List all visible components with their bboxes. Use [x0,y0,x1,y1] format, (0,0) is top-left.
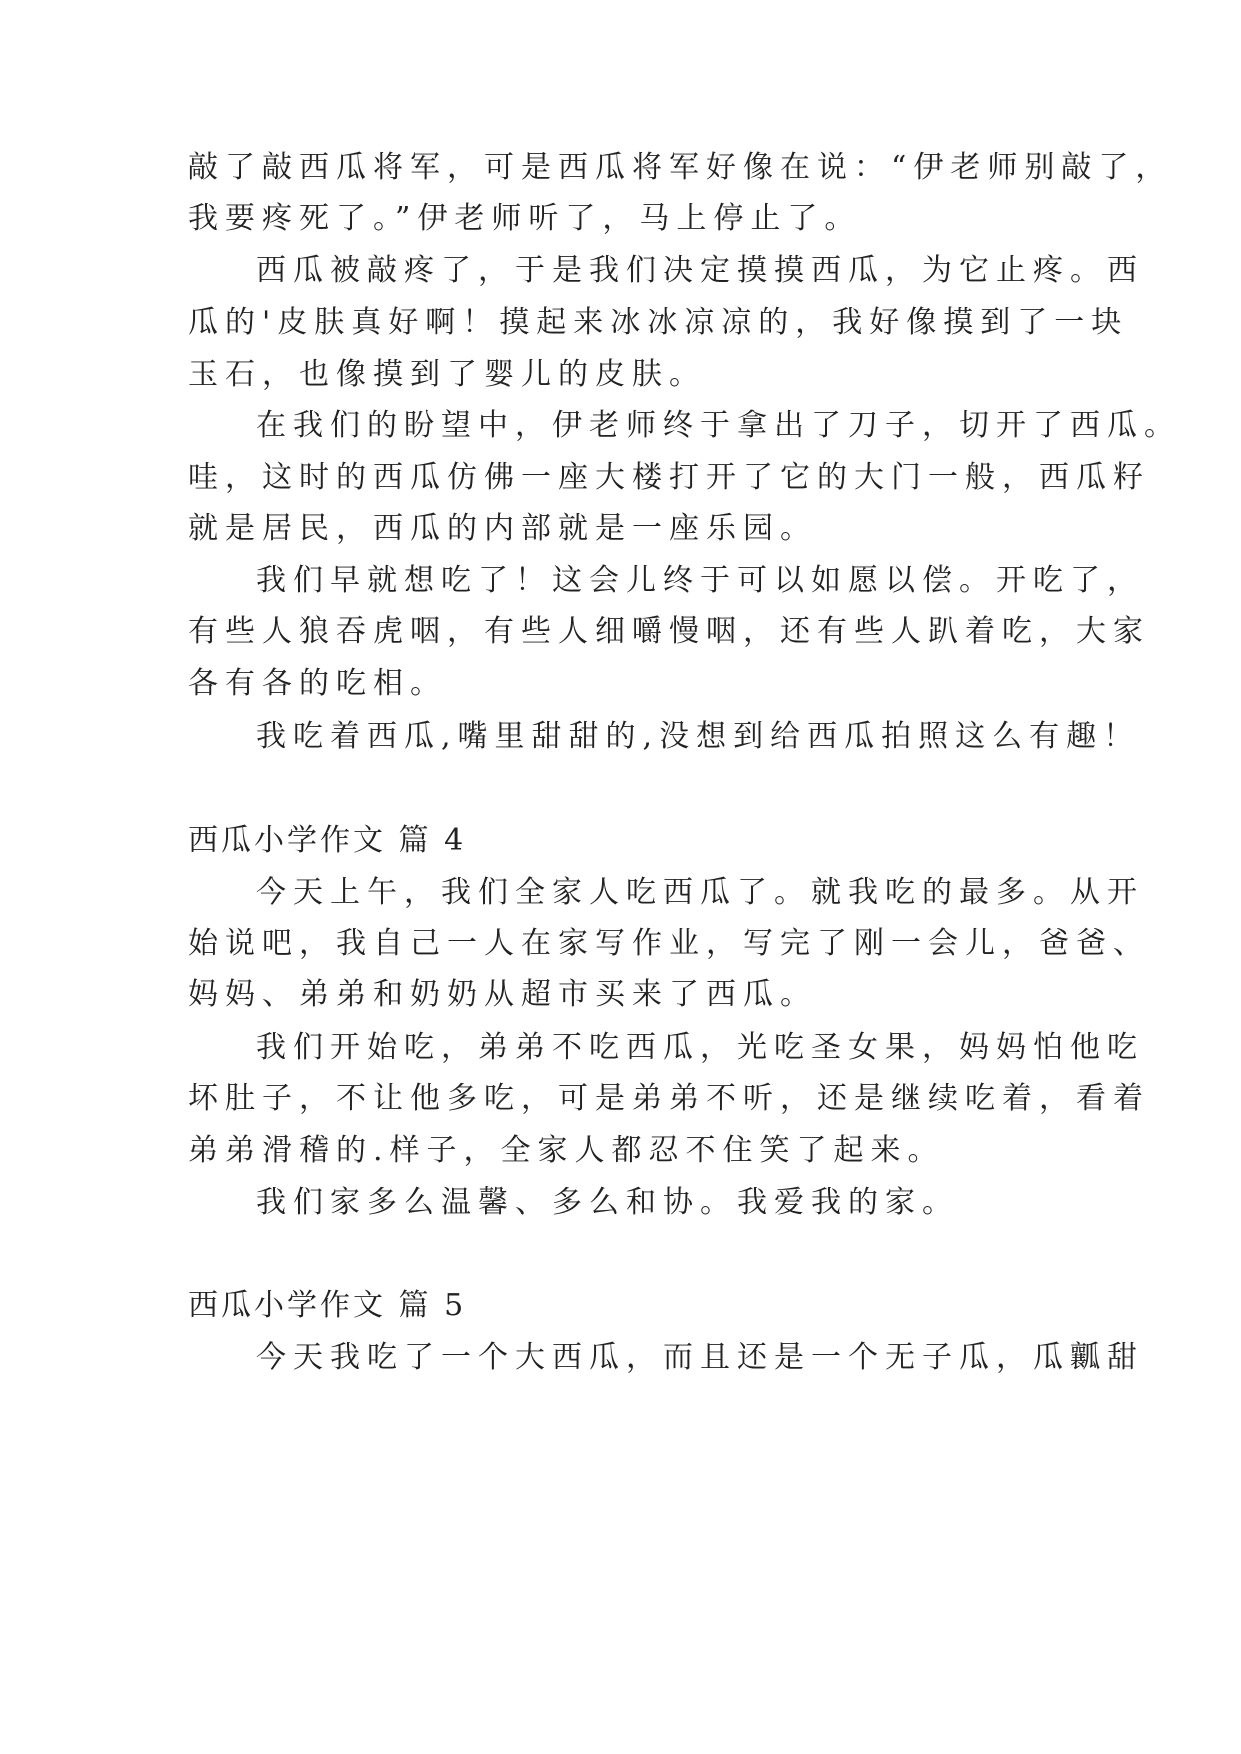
text-line: 瓜的'皮肤真好啊！摸起来冰冰凉凉的，我好像摸到了一块 [188,305,1129,340]
text-line: 玉石，也像摸到了婴儿的皮肤。 [188,357,706,392]
text-line: 哇，这时的西瓜仿佛一座大楼打开了它的大门一般，西瓜籽 [188,460,1150,495]
paragraph-first-line: 今天上午，我们全家人吃西瓜了。就我吃的最多。从开 [256,875,1144,910]
paragraph-first-line: 在我们的盼望中，伊老师终于拿出了刀子，切开了西瓜。 [256,408,1181,443]
text-line: 敲了敲西瓜将军，可是西瓜将军好像在说：“伊老师别敲了， [188,150,1173,185]
paragraph-first-line: 我们早就想吃了！这会儿终于可以如愿以偿。开吃了， [256,563,1144,598]
text-line: 各有各的吃相。 [188,666,447,701]
paragraph-first-line: 西瓜被敲疼了，于是我们决定摸摸西瓜，为它止疼。西 [256,253,1144,288]
text-line: 妈妈、弟弟和奶奶从超市买来了西瓜。 [188,977,817,1012]
text-line: 我要疼死了。”伊老师听了，马上停止了。 [188,201,862,236]
text-line: 就是居民，西瓜的内部就是一座乐园。 [188,511,817,546]
text-line: 坏肚子，不让他多吃，可是弟弟不听，还是继续吃着，看着 [188,1081,1150,1116]
paragraph-first-line: 我们开始吃，弟弟不吃西瓜，光吃圣女果，妈妈怕他吃 [256,1030,1144,1065]
text-line: 有些人狼吞虎咽，有些人细嚼慢咽，还有些人趴着吃，大家 [188,614,1150,649]
paragraph-first-line: 我们家多么温馨、多么和协。我爱我的家。 [256,1185,959,1220]
text-line: 弟弟滑稽的.样子，全家人都忍不住笑了起来。 [188,1133,945,1168]
section-heading: 西瓜小学作文 篇 4 [188,823,467,858]
paragraph-first-line: 今天我吃了一个大西瓜，而且还是一个无子瓜，瓜瓤甜 [256,1340,1144,1375]
section-heading: 西瓜小学作文 篇 5 [188,1288,467,1323]
text-line: 始说吧，我自己一人在家写作业，写完了刚一会儿，爸爸、 [188,926,1150,961]
paragraph-first-line: 我吃着西瓜,嘴里甜甜的,没想到给西瓜拍照这么有趣！ [256,719,1141,754]
